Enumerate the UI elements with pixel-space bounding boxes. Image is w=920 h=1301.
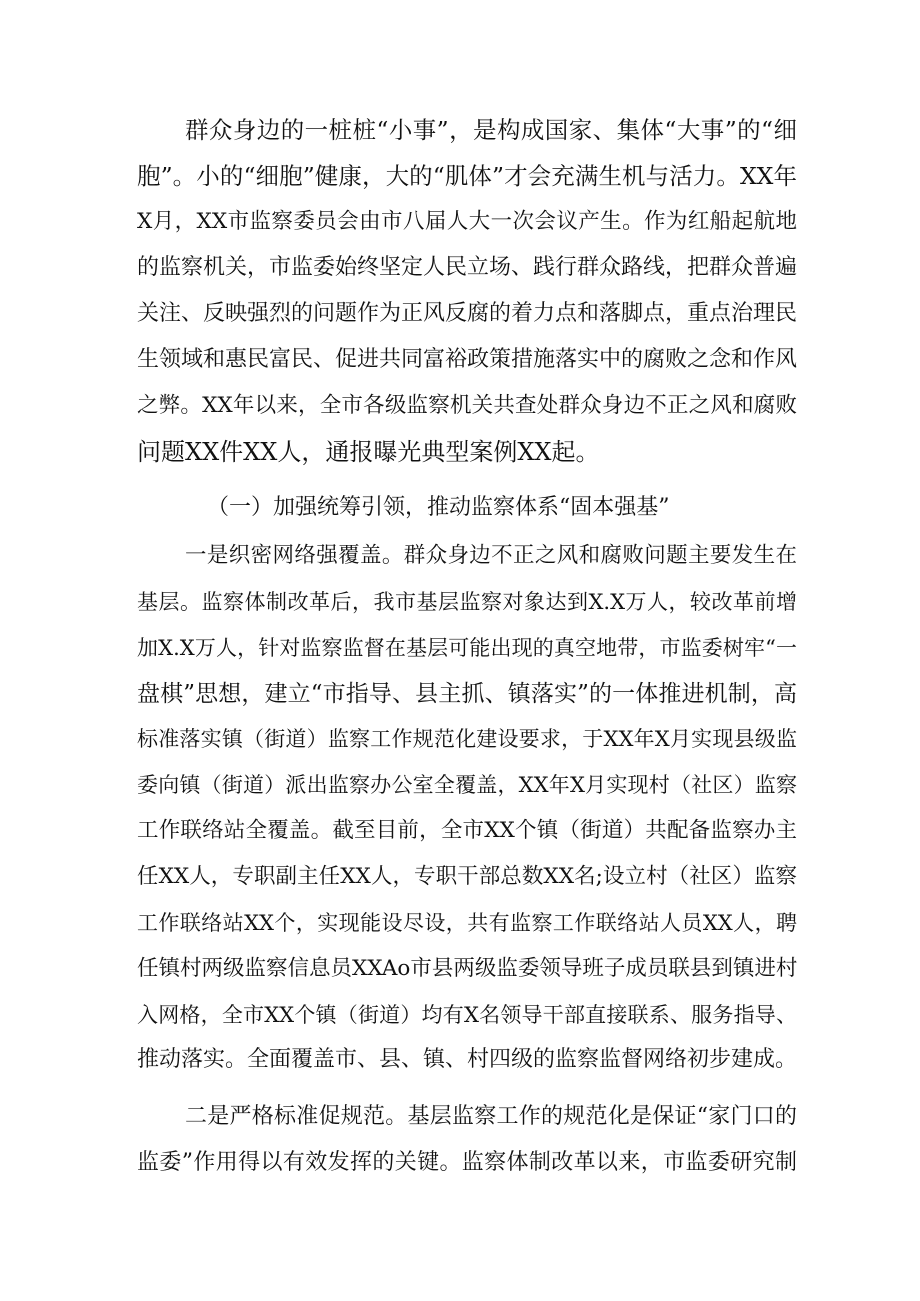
paragraph-line: 委向镇（街道）派出监察办公室全覆盖，XX年X月实现村（社区）监察: [137, 773, 797, 797]
paragraph-line: 二是严格标准促规范。基层监察工作的规范化是保证“家门口的: [185, 1104, 797, 1129]
paragraph-line: 标准落实镇（街道）监察工作规范化建设要求，于XX年X月实现县级监: [137, 727, 797, 751]
section-heading: （一）加强统筹引领，推动监察体系“固本强基”: [207, 495, 670, 520]
paragraph-line: 监委”作用得以有效发挥的关键。监察体制改革以来，市监委研究制: [137, 1150, 797, 1175]
paragraph-line: 工作联络站全覆盖。截至目前，全市XX个镇（街道）共配备监察办主: [137, 818, 797, 843]
paragraph-line: 胞”。小的“细胞”健康，大的“肌体”才会充满生机与活力。XX年: [137, 162, 797, 190]
paragraph-line: 入网格，全市XX个镇（街道）均有X名领导干部直接联系、服务指导、: [137, 1003, 797, 1027]
paragraph-line: 工作联络站XX个，实现能设尽设，共有监察工作联络站人员XX人，聘: [137, 911, 797, 935]
paragraph-line: 任XX人，专职副主任XX人，专职干部总数XX名;设立村（社区）监察: [137, 864, 797, 889]
paragraph-line: 的监察机关，市监委始终坚定人民立场、践行群众路线，把群众普遍: [137, 255, 798, 280]
paragraph-line: 之弊。XX年以来，全市各级监察机关共查处群众身边不正之风和腐败: [137, 393, 797, 418]
paragraph-line: 一是织密网络强覆盖。群众身边不正之风和腐败问题主要发生在: [185, 543, 797, 568]
paragraph-line: 盘棋”思想，建立“市指导、县主抓、镇落实”的一体推进机制，高: [137, 681, 797, 707]
paragraph-line: 任镇村两级监察信息员XXAo市县两级监委领导班子成员联县到镇进村: [137, 956, 798, 981]
paragraph-line: 基层。监察体制改革后，我市基层监察对象达到X.X万人，较改革前增: [137, 590, 797, 614]
paragraph-line: X月，XX市监察委员会由市八届人大一次会议产生。作为红船起航地: [137, 209, 797, 234]
paragraph-line: 推动落实。全面覆盖市、县、镇、村四级的监察监督网络初步建成。: [137, 1047, 798, 1072]
paragraph-line: 问题XX件XX人，通报曝光典型案例XX起。: [137, 438, 600, 466]
paragraph-line: 关注、反映强烈的问题作为正风反腐的着力点和落脚点，重点治理民: [137, 301, 798, 326]
paragraph-line: 生领域和惠民富民、促进共同富裕政策措施落实中的腐败之念和作风: [137, 347, 798, 372]
paragraph-line: 加X.X万人，针对监察监督在基层可能出现的真空地带，市监委树牢“一: [137, 636, 797, 660]
paragraph-line: 群众身边的一桩桩“小事”，是构成国家、集体“大事”的“细: [185, 116, 797, 144]
